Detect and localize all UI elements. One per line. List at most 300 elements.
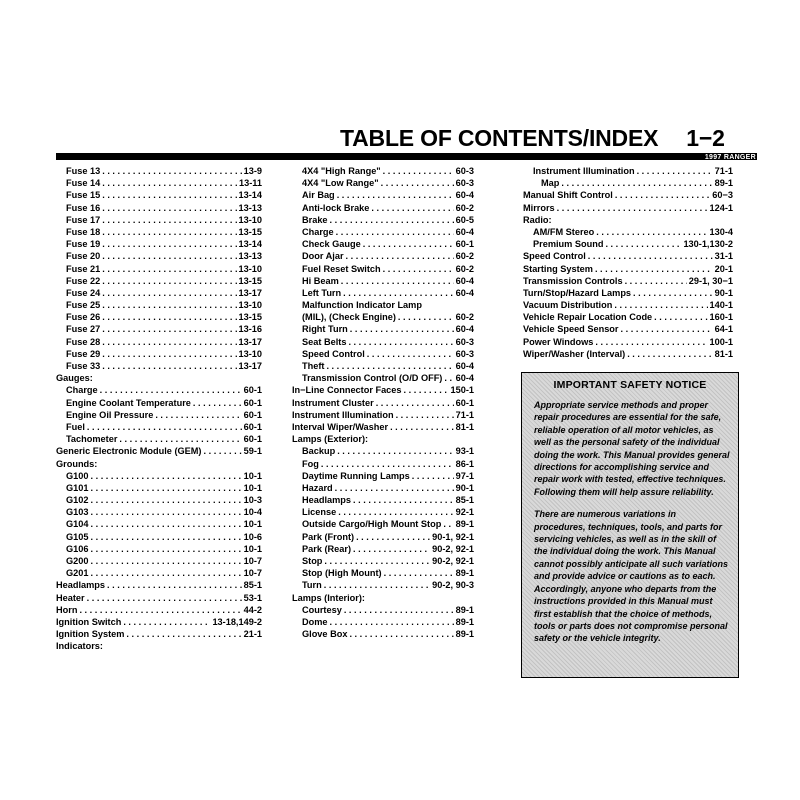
entry-page: 60-4: [455, 324, 474, 335]
entry-label: Fuse 20: [66, 251, 101, 262]
index-entry: [292, 458, 474, 470]
entry-page: 97-1: [455, 470, 474, 481]
index-entry: [56, 604, 262, 616]
entry-label: Headlamps: [56, 580, 106, 591]
index-entry: [523, 299, 733, 311]
entry-label: In−Line Connector Faces: [292, 385, 402, 396]
dot-leader: [595, 263, 713, 275]
entry-label: Vehicle Speed Sensor: [523, 324, 619, 335]
dot-leader: [557, 202, 708, 214]
index-entry: [292, 409, 474, 421]
entry-page: 150-1: [450, 385, 474, 396]
entry-label: Charge: [302, 226, 334, 237]
entry-label: Fuse 26: [66, 312, 101, 323]
dot-leader: [343, 287, 453, 299]
dot-leader: [102, 189, 236, 201]
entry-page: 13-14: [238, 239, 262, 250]
index-entry: [292, 238, 474, 250]
entry-label: Fuse 29: [66, 348, 101, 359]
entry-page: 90-2, 90-3: [432, 580, 474, 591]
entry-page: 13-17: [238, 336, 262, 347]
entry-page: 60-3: [455, 178, 474, 189]
entry-label: Dome: [302, 616, 328, 627]
index-column-1: [56, 165, 262, 653]
entry-page: 89-1: [714, 178, 733, 189]
index-entry: [56, 202, 262, 214]
index-entry: [56, 275, 262, 287]
index-heading: Lamps (Interior):: [292, 592, 365, 603]
index-entry: [523, 263, 733, 275]
index-entry: [292, 494, 474, 506]
entry-label: 4X4 "High Range": [302, 166, 381, 176]
entry-label: Interval Wiper/Washer: [292, 421, 389, 432]
entry-label: Fuse 24: [66, 287, 101, 298]
index-entry: [292, 348, 474, 360]
entry-page: 81-1: [714, 348, 733, 359]
dot-leader: [383, 263, 454, 275]
entry-label: Vehicle Repair Location Code: [523, 312, 653, 323]
index-entry: [523, 275, 733, 287]
entry-label: Fuse 25: [66, 300, 101, 311]
dot-leader: [337, 189, 454, 201]
dot-leader: [123, 616, 210, 628]
entry-label: Mirrors: [523, 202, 555, 213]
index-entry: [292, 177, 474, 189]
entry-label: Manual Shift Control: [523, 190, 613, 201]
entry-page: 29-1, 30−1: [688, 275, 733, 286]
index-entry: [56, 555, 262, 567]
entry-label: Transmission Control (O/D OFF): [302, 373, 443, 384]
entry-page: 60-2: [455, 251, 474, 262]
dot-leader: [383, 165, 454, 177]
dot-leader: [204, 445, 242, 457]
dot-leader: [119, 433, 241, 445]
dot-leader: [102, 336, 236, 348]
dot-leader: [102, 275, 236, 287]
index-entry: [523, 311, 733, 323]
entry-label: Power Windows: [523, 336, 594, 347]
dot-leader: [335, 482, 454, 494]
index-heading: Lamps (Exterior):: [292, 434, 369, 445]
entry-page: 89-1: [455, 519, 474, 530]
entry-page: 60-4: [455, 275, 474, 286]
entry-page: 59-1: [243, 446, 262, 457]
entry-page: 89-1: [455, 568, 474, 579]
dot-leader: [412, 470, 454, 482]
dot-leader: [102, 323, 236, 335]
index-entry: [292, 397, 474, 409]
dot-leader: [654, 311, 707, 323]
header-rule: [56, 153, 757, 160]
dot-leader: [90, 567, 241, 579]
entry-label: Fuse 33: [66, 361, 101, 371]
dot-leader: [637, 165, 713, 177]
index-entry: [56, 360, 262, 372]
entry-label: Courtesy: [302, 604, 342, 615]
entry-page: 13-10: [238, 263, 262, 274]
entry-label: Starting System: [523, 263, 593, 274]
index-entry: [56, 226, 262, 238]
dot-leader: [614, 299, 707, 311]
entry-page: 60-1: [455, 239, 474, 250]
entry-page: 60-1: [243, 409, 262, 420]
dot-leader: [336, 226, 454, 238]
dot-leader: [605, 238, 681, 250]
entry-page: 60-2: [455, 202, 474, 213]
dot-leader: [633, 287, 713, 299]
entry-page: 20-1: [714, 263, 733, 274]
index-entry: [56, 433, 262, 445]
dot-leader: [330, 214, 454, 226]
entry-page: 64-1: [714, 324, 733, 335]
entry-page: 10-4: [243, 507, 262, 518]
dot-leader: [384, 567, 454, 579]
entry-label: Fuse 21: [66, 263, 101, 274]
entry-page: 10-1: [243, 482, 262, 493]
index-entry: [292, 616, 474, 628]
entry-page: 10-7: [243, 556, 262, 566]
entry-page: 60-4: [455, 361, 474, 371]
entry-label: Fuse 15: [66, 190, 101, 201]
entry-label: G105: [66, 531, 89, 542]
dot-leader: [90, 543, 241, 555]
safety-notice-title: IMPORTANT SAFETY NOTICE: [553, 379, 707, 391]
entry-page: 71-1: [714, 166, 733, 176]
entry-label: Instrument Illumination: [533, 166, 635, 176]
entry-label: Hi Beam: [302, 275, 339, 286]
entry-label: Transmission Controls: [523, 275, 623, 286]
entry-label: G104: [66, 519, 89, 530]
index-heading: Grounds:: [56, 458, 98, 469]
entry-label: Charge: [66, 385, 98, 396]
entry-page: 13-10: [238, 348, 262, 359]
entry-page: 60-4: [455, 226, 474, 237]
index-entry: [56, 238, 262, 250]
index-entry: [56, 494, 262, 506]
entry-page: 90-1, 92-1: [432, 531, 474, 542]
index-entry: [56, 506, 262, 518]
index-entry: [292, 311, 474, 323]
index-entry: [56, 470, 262, 482]
entry-page: 140-1: [709, 300, 733, 311]
entry-label: Air Bag: [302, 190, 335, 201]
index-entry: [523, 165, 733, 177]
dot-leader: [621, 323, 713, 335]
entry-page: 90-2, 92-1: [432, 543, 474, 554]
entry-page: 10-1: [243, 543, 262, 554]
dot-leader: [349, 628, 453, 640]
entry-label: Right Turn: [302, 324, 348, 335]
index-entry: [56, 531, 262, 543]
index-entry: [292, 531, 474, 543]
entry-page: 90-2, 92-1: [432, 556, 474, 566]
entry-label: G103: [66, 507, 89, 518]
dot-leader: [381, 177, 454, 189]
entry-label: Map: [541, 178, 560, 189]
entry-label: G200: [66, 556, 89, 566]
safety-notice-paragraph-1: Appropriate service methods and proper repair procedures are essential for the safe, reliable operation of all motor vehicles, as well as the personal safety of the individual doing the work. This Manual provides general directions for accomplishing service and repair work with tested, effective techniques. Following them will help assure reliability.: [534, 400, 730, 497]
index-entry: [292, 323, 474, 335]
index-entry: [292, 543, 474, 555]
index-entry: [56, 287, 262, 299]
section-number: 1−2: [686, 125, 725, 151]
entry-page: 160-1: [709, 312, 733, 323]
dot-leader: [102, 202, 236, 214]
index-entry: [56, 445, 262, 457]
dot-leader: [102, 214, 236, 226]
dot-leader: [90, 555, 241, 567]
entry-page: 60-3: [455, 348, 474, 359]
index-entry: [292, 421, 474, 433]
entry-page: 13-9: [243, 166, 262, 176]
index-entry: [56, 579, 262, 591]
dot-leader: [90, 494, 241, 506]
dot-leader: [324, 579, 430, 591]
index-column-2: [292, 165, 474, 640]
dot-leader: [396, 409, 454, 421]
index-entry: [523, 323, 733, 335]
dot-leader: [102, 226, 236, 238]
index-entry: [523, 336, 733, 348]
dot-leader: [398, 311, 454, 323]
dot-leader: [363, 238, 454, 250]
dot-leader: [90, 470, 241, 482]
entry-page: 60-4: [455, 190, 474, 201]
entry-page: 89-1: [455, 629, 474, 640]
entry-page: 13-14: [238, 190, 262, 201]
entry-label: G102: [66, 495, 89, 506]
entry-label: Vacuum Distribution: [523, 300, 613, 311]
index-entry: [523, 177, 733, 189]
index-entry: [292, 372, 474, 384]
entry-label: License: [302, 507, 337, 518]
entry-page: 100-1: [709, 336, 733, 347]
dot-leader: [588, 250, 713, 262]
index-entry: [292, 263, 474, 275]
dot-leader: [102, 165, 241, 177]
entry-page: 10-1: [243, 519, 262, 530]
index-entry: [56, 397, 262, 409]
dot-leader: [324, 555, 430, 567]
index-entry: [292, 482, 474, 494]
entry-page: 60-1: [243, 434, 262, 445]
entry-page: 85-1: [243, 580, 262, 591]
entry-label: Brake: [302, 214, 328, 225]
entry-page: 89-1: [455, 604, 474, 615]
entry-page: 90-1: [455, 482, 474, 493]
index-entry: [292, 604, 474, 616]
entry-page: 60-1: [455, 397, 474, 408]
entry-page: 71-1: [455, 409, 474, 420]
dot-leader: [341, 275, 454, 287]
entry-label: G101: [66, 482, 89, 493]
index-entry: [292, 579, 474, 591]
entry-label: Instrument Cluster: [292, 397, 374, 408]
index-entry: [292, 336, 474, 348]
index-entry: [56, 518, 262, 530]
index-entry: [56, 567, 262, 579]
index-column-3: [523, 165, 733, 360]
entry-page: 10-3: [243, 495, 262, 506]
dot-leader: [596, 226, 707, 238]
dot-leader: [102, 299, 236, 311]
entry-label: Glove Box: [302, 629, 348, 640]
index-entry: [56, 250, 262, 262]
index-entry: [56, 311, 262, 323]
index-entry: [292, 518, 474, 530]
entry-page: 60-5: [455, 214, 474, 225]
dot-leader: [321, 458, 454, 470]
entry-label: Fuel Reset Switch: [302, 263, 381, 274]
entry-label: Left Turn: [302, 287, 342, 298]
entry-label: Stop: [302, 556, 323, 566]
entry-page: 81-1: [455, 421, 474, 432]
entry-label: Fuse 14: [66, 178, 101, 189]
entry-page: 21-1: [243, 629, 262, 640]
index-entry: [56, 482, 262, 494]
index-entry: [56, 299, 262, 311]
index-entry: [56, 336, 262, 348]
index-entry: [56, 348, 262, 360]
index-heading: Indicators:: [56, 641, 103, 652]
index-entry: [56, 214, 262, 226]
entry-page: 13-16: [238, 324, 262, 335]
entry-label: Engine Coolant Temperature: [66, 397, 191, 408]
entry-page: 10-7: [243, 568, 262, 579]
entry-label: (MIL), (Check Engine): [302, 312, 396, 323]
entry-page: 10-1: [243, 470, 262, 481]
entry-page: 130-4: [709, 226, 733, 237]
dot-leader: [87, 592, 242, 604]
entry-label: Park (Front): [302, 531, 355, 542]
entry-label: AM/FM Stereo: [533, 226, 595, 237]
entry-page: 10-6: [243, 531, 262, 542]
entry-label: G106: [66, 543, 89, 554]
entry-label: Park (Rear): [302, 543, 352, 554]
entry-label: Fuse 28: [66, 336, 101, 347]
dot-leader: [615, 189, 710, 201]
entry-label: G201: [66, 568, 89, 579]
entry-label: Fuse 22: [66, 275, 101, 286]
index-entry: [292, 226, 474, 238]
entry-label: Horn: [56, 604, 78, 615]
entry-label: Headlamps: [302, 495, 352, 506]
edition-label: 1997 RANGER: [704, 154, 756, 161]
entry-page: 13-15: [238, 312, 262, 323]
index-entry: [292, 275, 474, 287]
index-entry: [523, 238, 733, 250]
dot-leader: [326, 360, 453, 372]
entry-label: Backup: [302, 446, 336, 457]
index-entry: [292, 384, 474, 396]
index-entry: [523, 348, 733, 360]
dot-leader: [367, 348, 454, 360]
entry-label: Wiper/Washer (Interval): [523, 348, 626, 359]
dot-leader: [155, 409, 241, 421]
entry-page: 92-1: [455, 507, 474, 518]
dot-leader: [338, 506, 453, 518]
index-entry: [292, 165, 474, 177]
entry-page: 85-1: [455, 495, 474, 506]
dot-leader: [90, 482, 241, 494]
entry-label: Hazard: [302, 482, 333, 493]
dot-leader: [100, 384, 242, 396]
entry-label: Instrument Illumination: [292, 409, 394, 420]
entry-page: 13-13: [238, 202, 262, 213]
entry-label: Door Ajar: [302, 251, 344, 262]
dot-leader: [337, 445, 453, 457]
safety-notice-box: [521, 372, 739, 678]
index-heading: Radio:: [523, 214, 552, 225]
index-entry: [523, 250, 733, 262]
entry-label: Outside Cargo/High Mount Stop: [302, 519, 442, 530]
entry-page: 13-15: [238, 275, 262, 286]
dot-leader: [87, 421, 242, 433]
index-entry: [56, 628, 262, 640]
index-entry: [292, 445, 474, 457]
index-entry: [292, 470, 474, 482]
dot-leader: [102, 263, 236, 275]
dot-leader: [348, 336, 453, 348]
entry-label: Stop (High Mount): [302, 568, 382, 579]
dot-leader: [102, 287, 236, 299]
entry-label: Check Gauge: [302, 239, 361, 250]
dot-leader: [193, 397, 242, 409]
entry-page: 13-17: [238, 287, 262, 298]
entry-label: Engine Oil Pressure: [66, 409, 154, 420]
safety-notice-paragraph-2: There are numerous variations in procedures, techniques, tools, and parts for servicing vehicles, as well as in the skill of the individual doing the work. This Manual cannot possibly anticipate all such variations and provide advice or cautions as to each. Accordingly, anyone who departs from the instructions provided in this Manual must first establish that the choice of methods, tools or parts does not compromise personal safety or the vehicle integrity.: [534, 509, 729, 644]
index-entry: [523, 287, 733, 299]
dot-leader: [625, 275, 687, 287]
index-entry: [56, 189, 262, 201]
entry-label: Ignition System: [56, 629, 125, 640]
entry-page: 60-4: [455, 373, 474, 384]
index-entry: [56, 616, 262, 628]
index-entry: [292, 287, 474, 299]
index-entry: [56, 409, 262, 421]
entry-page: 13-13: [238, 251, 262, 262]
index-entry: [56, 384, 262, 396]
index-entry: [56, 323, 262, 335]
dot-leader: [102, 238, 236, 250]
dot-leader: [102, 348, 236, 360]
dot-leader: [102, 311, 236, 323]
entry-page: 13-10: [238, 214, 262, 225]
entry-page: 60-2: [455, 263, 474, 274]
dot-leader: [90, 506, 241, 518]
entry-label: Speed Control: [523, 251, 586, 262]
entry-page: 90-1: [714, 287, 733, 298]
entry-page: 60-3: [455, 336, 474, 347]
dot-leader: [330, 616, 454, 628]
entry-page: 60-1: [243, 385, 262, 396]
entry-page: 44-2: [243, 604, 262, 615]
dot-leader: [346, 250, 454, 262]
index-entry: [56, 263, 262, 275]
entry-page: 86-1: [455, 458, 474, 469]
index-entry: [292, 189, 474, 201]
entry-page: 89-1: [455, 616, 474, 627]
index-entry: [56, 177, 262, 189]
index-entry: [292, 250, 474, 262]
entry-page: 13-15: [238, 226, 262, 237]
entry-label: Generic Electronic Module (GEM): [56, 446, 202, 457]
index-entry: [292, 567, 474, 579]
dot-leader: [595, 336, 707, 348]
dot-leader: [126, 628, 241, 640]
dot-leader: [102, 360, 236, 372]
index-heading: Gauges:: [56, 373, 93, 384]
